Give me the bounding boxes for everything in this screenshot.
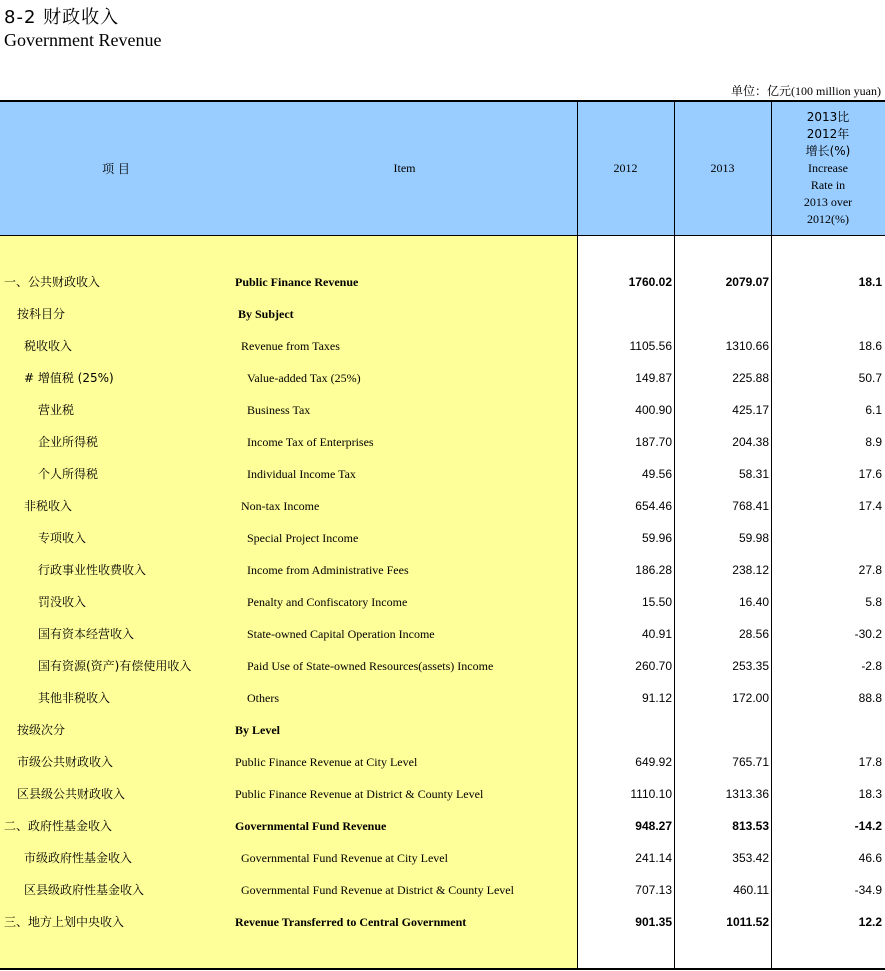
table-row — [0, 362, 885, 394]
row-value-2012: 948.27 — [635, 819, 672, 833]
header-increase-line: 增长(%) — [805, 144, 851, 158]
row-increase-rate: 18.1 — [858, 275, 882, 289]
row-value-2012: 49.56 — [641, 467, 672, 481]
row-increase-rate: 8.9 — [865, 435, 882, 449]
table-row — [0, 586, 885, 618]
row-item-en: Value-added Tax (25%) — [247, 371, 361, 385]
row-item-en: State-owned Capital Operation Income — [247, 627, 435, 641]
row-increase-rate: 5.8 — [865, 595, 882, 609]
row-increase-rate: 18.3 — [858, 787, 882, 801]
table-row — [0, 394, 885, 426]
row-item-en: Individual Income Tax — [247, 467, 356, 481]
row-item-cn: 按科目分 — [17, 307, 66, 321]
row-increase-rate: -30.2 — [854, 627, 882, 641]
table-row — [0, 522, 885, 554]
row-value-2013: 813.53 — [732, 819, 769, 833]
row-value-2013: 353.42 — [732, 851, 769, 865]
row-value-2013: 16.40 — [738, 595, 769, 609]
row-item-cn: 罚没收入 — [38, 595, 87, 609]
row-item-en: Others — [247, 691, 279, 705]
row-value-2013: 238.12 — [732, 563, 769, 577]
row-item-en: Non-tax Income — [241, 499, 320, 513]
header-increase-line: 2013 over — [803, 195, 853, 209]
row-value-2012: 15.50 — [641, 595, 672, 609]
row-item-cn: 按级次分 — [17, 723, 66, 737]
table-row — [0, 554, 885, 586]
row-item-cn: 企业所得税 — [38, 435, 99, 449]
row-item-cn: 非税收入 — [24, 499, 73, 513]
table-row — [0, 810, 885, 842]
row-increase-rate: 18.6 — [858, 339, 882, 353]
table-row — [0, 426, 885, 458]
row-item-en: By Level — [235, 723, 280, 737]
row-value-2012: 1760.02 — [628, 275, 672, 289]
row-value-2013: 768.41 — [732, 499, 769, 513]
row-increase-rate: 6.1 — [865, 403, 882, 417]
row-increase-rate: -2.8 — [861, 659, 882, 673]
row-item-en: Revenue Transferred to Central Government — [235, 915, 467, 929]
row-increase-rate: 17.4 — [858, 499, 882, 513]
row-increase-rate: 12.2 — [858, 915, 882, 929]
header-2013: 2013 — [710, 161, 735, 175]
row-item-en: Public Finance Revenue at City Level — [235, 755, 418, 769]
row-value-2013: 1310.66 — [725, 339, 769, 353]
row-value-2012: 186.28 — [635, 563, 672, 577]
header-increase-line: Increase — [808, 161, 848, 175]
row-increase-rate: -14.2 — [854, 819, 882, 833]
row-value-2013: 1011.52 — [726, 915, 769, 929]
row-value-2013: 58.31 — [738, 467, 769, 481]
table-row — [0, 906, 885, 938]
row-value-2012: 187.70 — [635, 435, 672, 449]
row-item-en: Governmental Fund Revenue — [235, 819, 387, 833]
table-row — [0, 618, 885, 650]
row-value-2012: 149.87 — [635, 371, 672, 385]
row-value-2013: 253.35 — [732, 659, 769, 673]
table-row — [0, 490, 885, 522]
header-increase-line: Rate in — [810, 178, 846, 192]
row-increase-rate: 46.6 — [858, 851, 882, 865]
table-row — [0, 874, 885, 906]
header-item-cn: 项 目 — [102, 162, 130, 176]
row-item-cn: 市级政府性基金收入 — [24, 851, 133, 865]
table-row — [0, 266, 885, 298]
row-increase-rate: 17.8 — [858, 755, 882, 769]
row-item-cn: 市级公共财政收入 — [17, 755, 114, 769]
table-row — [0, 746, 885, 778]
row-item-en: Business Tax — [247, 403, 311, 417]
row-item-cn: 其他非税收入 — [38, 691, 111, 705]
unit-label — [731, 82, 881, 99]
row-value-2012: 1105.56 — [629, 339, 672, 353]
row-increase-rate: -34.9 — [854, 883, 882, 897]
row-value-2012: 40.91 — [641, 627, 672, 641]
row-item-en: Governmental Fund Revenue at City Level — [241, 851, 448, 865]
row-value-2013: 204.38 — [732, 435, 769, 449]
row-item-cn: 行政事业性收费收入 — [38, 563, 147, 577]
row-item-cn: 国有资本经营收入 — [38, 627, 135, 641]
row-item-cn: 个人所得税 — [38, 467, 99, 481]
table-row — [0, 298, 885, 330]
row-item-en: Income from Administrative Fees — [247, 563, 409, 577]
row-value-2012: 649.92 — [635, 755, 672, 769]
row-item-cn: 区县级政府性基金收入 — [24, 883, 145, 897]
row-value-2013: 2079.07 — [725, 275, 769, 289]
row-value-2012: 260.70 — [635, 659, 672, 673]
row-value-2012: 707.13 — [635, 883, 672, 897]
row-item-cn: 营业税 — [38, 403, 75, 417]
table-bottom-border — [0, 968, 885, 970]
header-increase-line: 2013比 — [806, 110, 850, 124]
row-item-cn: 一、公共财政收入 — [4, 275, 101, 289]
page-title-cn: 8-2 财政收入 — [4, 7, 120, 28]
row-value-2012: 1110.10 — [630, 787, 672, 801]
row-increase-rate: 27.8 — [858, 563, 882, 577]
table-row — [0, 778, 885, 810]
header-increase-line: 2012(%) — [806, 212, 849, 226]
row-item-en: Governmental Fund Revenue at District & County Level — [241, 883, 514, 897]
row-item-en: Public Finance Revenue — [235, 275, 359, 289]
row-item-cn: 专项收入 — [38, 531, 87, 545]
unit-label-en: (100 million yuan) — [791, 84, 881, 98]
row-item-cn: 国有资源(资产)有偿使用收入 — [38, 659, 192, 673]
row-item-cn: 三、地方上划中央收入 — [4, 915, 125, 929]
row-item-en: Special Project Income — [247, 531, 359, 545]
header-increase — [771, 102, 885, 235]
row-value-2012: 91.12 — [641, 691, 672, 705]
table-row — [0, 330, 885, 362]
row-value-2013: 765.71 — [732, 755, 769, 769]
row-item-en: Paid Use of State-owned Resources(assets) Income — [247, 659, 494, 673]
row-item-cn: 二、政府性基金收入 — [4, 819, 113, 833]
row-item-en: By Subject — [238, 307, 294, 321]
row-value-2013: 59.98 — [738, 531, 769, 545]
row-value-2013: 1313.36 — [725, 787, 769, 801]
row-value-2013: 460.11 — [733, 883, 769, 897]
header-increase-line: 2012年 — [806, 127, 850, 141]
row-value-2013: 28.56 — [738, 627, 769, 641]
header-2012: 2012 — [613, 161, 638, 175]
row-value-2012: 241.14 — [635, 851, 672, 865]
row-value-2013: 172.00 — [732, 691, 769, 705]
table-row — [0, 682, 885, 714]
table-row — [0, 714, 885, 746]
header-item-en: Item — [393, 161, 416, 175]
row-value-2012: 901.35 — [635, 915, 672, 929]
unit-label-cn: 单位：亿元 — [730, 84, 791, 98]
page-title-en: Government Revenue — [4, 30, 162, 50]
table-row — [0, 458, 885, 490]
row-value-2013: 225.88 — [732, 371, 769, 385]
row-value-2012: 59.96 — [641, 531, 672, 545]
row-item-cn: 区县级公共财政收入 — [17, 787, 126, 801]
row-value-2012: 400.90 — [635, 403, 672, 417]
row-item-en: Revenue from Taxes — [241, 339, 340, 353]
row-value-2012: 654.46 — [635, 499, 672, 513]
row-item-cn: # 增值税 (25%) — [24, 371, 114, 385]
table-header — [0, 102, 885, 236]
row-item-en: Public Finance Revenue at District & County Level — [235, 787, 484, 801]
table-row — [0, 650, 885, 682]
row-increase-rate: 88.8 — [858, 691, 882, 705]
table-row — [0, 842, 885, 874]
row-item-en: Penalty and Confiscatory Income — [247, 595, 408, 609]
row-item-en: Income Tax of Enterprises — [247, 435, 374, 449]
row-item-cn: 税收收入 — [24, 339, 73, 353]
row-increase-rate: 17.6 — [858, 467, 882, 481]
row-increase-rate: 50.7 — [858, 371, 882, 385]
row-value-2013: 425.17 — [732, 403, 769, 417]
